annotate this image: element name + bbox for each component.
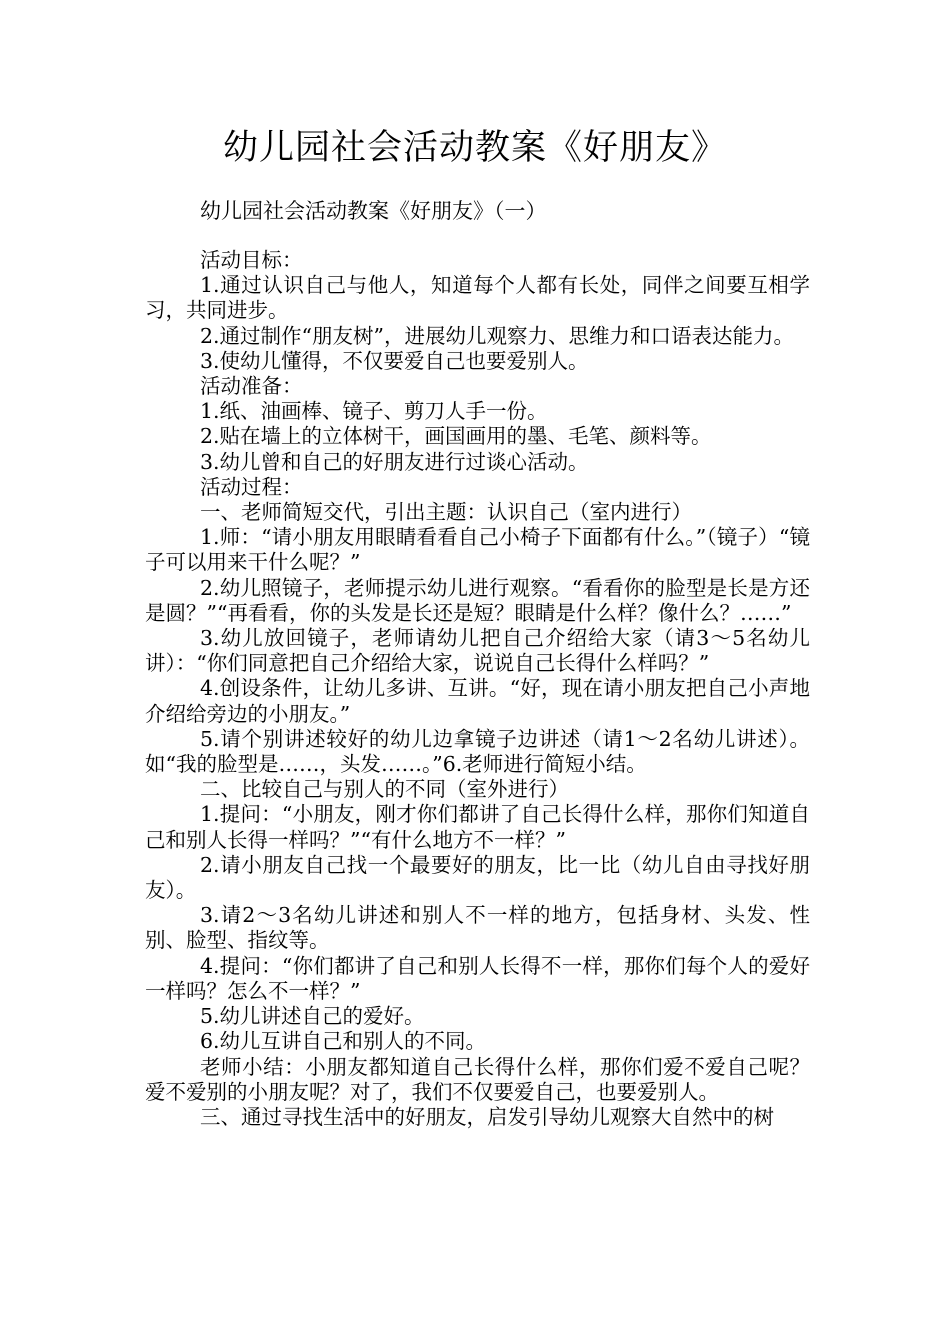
paragraph: 3.幼儿曾和自己的好朋友进行过谈心活动。	[200, 449, 589, 474]
paragraph: 2.通过制作“朋友树”，进展幼儿观察力、思维力和口语表达能力。	[200, 323, 795, 348]
paragraph: 活动目标：	[200, 248, 303, 272]
paragraph: 6.幼儿互讲自己和别人的不同。	[200, 1029, 487, 1054]
paragraph: 老师小结：小朋友都知道自己长得什么样，那你们爱不爱自己呢？爱不爱别的小朋友呢？对了，我们不仅要爱自己，也要爱别人。	[145, 1054, 810, 1104]
paragraph: 3.使幼儿懂得，不仅要爱自己也要爱别人。	[200, 348, 589, 373]
paragraph: 1.纸、油画棒、镜子、剪刀人手一份。	[200, 399, 548, 424]
paragraph: 2.幼儿照镜子，老师提示幼儿进行观察。“看看你的脸型是长是方还是圆？”“再看看，你的头发是长还是短？眼睛是什么样？像什么？……”	[145, 575, 810, 625]
paragraph: 3.请2～3名幼儿讲述和别人不一样的地方，包括身材、头发、性别、脸型、指纹等。	[145, 903, 810, 953]
paragraph: 一、老师简短交代，引出主题：认识自己（室内进行）	[200, 500, 692, 525]
paragraph: 二、比较自己与别人的不同（室外进行）	[200, 777, 569, 802]
paragraph: 3.幼儿放回镜子，老师请幼儿把自己介绍给大家（请3～5名幼儿讲）：“你们同意把自己介绍给大家，说说自己长得什么样吗？”	[145, 626, 810, 676]
paragraph: 5.幼儿讲述自己的爱好。	[200, 1004, 425, 1029]
paragraph: 5.请个别讲述较好的幼儿边拿镜子边讲述（请1～2名幼儿讲述）。如“我的脸型是……，头发……。”6.老师进行简短小结。	[145, 726, 810, 777]
paragraph: 1.提问：“小朋友，刚才你们都讲了自己长得什么样，那你们知道自己和别人长得一样吗？”“有什么地方不一样？”	[145, 802, 810, 852]
paragraph: 2.请小朋友自己找一个最要好的朋友，比一比（幼儿自由寻找好朋友）。	[145, 852, 810, 903]
paragraph: 1.通过认识自己与他人，知道每个人都有长处，同伴之间要互相学习，共同进步。	[145, 273, 810, 323]
paragraph: 活动过程：	[200, 474, 303, 499]
document-subtitle: 幼儿园社会活动教案《好朋友》（一）	[200, 199, 547, 223]
paragraph: 2.贴在墙上的立体树干，画国画用的墨、毛笔、颜料等。	[200, 424, 712, 449]
paragraph: 活动准备：	[200, 374, 303, 399]
document-title: 幼儿园社会活动教案《好朋友》	[222, 128, 727, 168]
paragraph: 4.创设条件，让幼儿多讲、互讲。“好，现在请小朋友把自己小声地介绍给旁边的小朋友。”	[145, 676, 810, 726]
paragraph: 4.提问：“你们都讲了自己和别人长得不一样，那你们每个人的爱好一样吗？怎么不一样？”	[145, 953, 810, 1003]
paragraph: 三、通过寻找生活中的好朋友，启发引导幼儿观察大自然中的树	[200, 1104, 774, 1129]
paragraph: 1.师：“请小朋友用眼睛看看自己小椅子下面都有什么。”（镜子）“镜子可以用来干什么呢？”	[145, 525, 810, 575]
document-body	[145, 248, 810, 1130]
